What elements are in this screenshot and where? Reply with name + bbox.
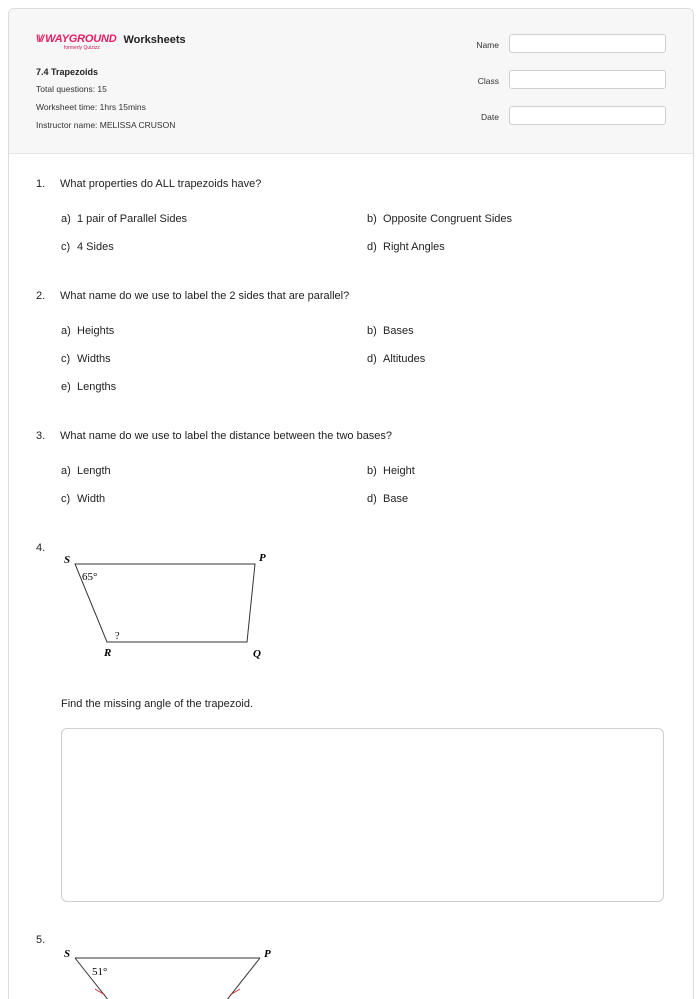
worksheet-time: Worksheet time: 1hrs 15mins	[36, 102, 146, 112]
class-label: Class	[477, 76, 499, 86]
name-field[interactable]	[509, 34, 666, 53]
option-2e[interactable]: e) Lengths	[61, 381, 117, 393]
trapezoid-figure-q4	[61, 549, 276, 664]
worksheet-title: 7.4 Trapezoids	[36, 67, 99, 77]
brand-name: WAYGROUND	[45, 33, 117, 45]
option-3d[interactable]: d) Base	[367, 493, 409, 505]
trapezoid-shape	[75, 564, 255, 642]
option-1c[interactable]: c) 4 Sides	[61, 241, 114, 253]
date-field[interactable]	[509, 106, 666, 125]
class-field[interactable]	[509, 70, 666, 89]
vertex-label-s: S	[64, 554, 71, 566]
trapezoid-left-side	[75, 958, 109, 999]
option-2c[interactable]: c) Widths	[61, 353, 111, 365]
question-number: 4.	[36, 542, 46, 554]
vertex-label-q: Q	[253, 648, 261, 660]
option-2d[interactable]: d) Altitudes	[367, 353, 426, 365]
vertex-label-p: P	[264, 948, 271, 960]
option-2a[interactable]: a) Heights	[61, 325, 115, 337]
question-number: 5.	[36, 934, 46, 946]
vertex-label-p: P	[259, 552, 266, 564]
option-3c[interactable]: c) Width	[61, 493, 106, 505]
question-text: What properties do ALL trapezoids have?	[60, 178, 262, 190]
angle-label-65: 65°	[82, 571, 98, 583]
date-label: Date	[481, 112, 499, 122]
answer-box-q4[interactable]	[61, 728, 664, 902]
question-text: What name do we use to label the distance between the two bases?	[60, 430, 393, 442]
option-3a[interactable]: a) Length	[61, 465, 111, 477]
name-label: Name	[476, 40, 499, 50]
total-questions: Total questions: 15	[36, 84, 107, 94]
logo-mark-icon: \\//	[36, 33, 44, 45]
trapezoid-right-side	[226, 958, 260, 999]
question-number: 1.	[36, 178, 46, 190]
option-1a[interactable]: a) 1 pair of Parallel Sides	[61, 213, 188, 225]
option-3b[interactable]: b) Height	[367, 465, 415, 477]
brand-row	[36, 33, 186, 51]
wayground-logo	[36, 33, 116, 51]
question-4-prompt: Find the missing angle of the trapezoid.	[61, 698, 254, 710]
angle-label-unknown: ?	[115, 631, 120, 642]
angle-label-51: 51°	[92, 966, 108, 978]
brand-subtitle: formerly Quizizz	[64, 45, 100, 51]
app-title: Worksheets	[123, 34, 186, 46]
trapezoid-figure-q5	[61, 941, 276, 999]
question-number: 3.	[36, 430, 46, 442]
question-text: What name do we use to label the 2 sides that are parallel?	[60, 290, 350, 302]
option-1b[interactable]: b) Opposite Congruent Sides	[367, 213, 513, 225]
option-2b[interactable]: b) Bases	[367, 325, 414, 337]
worksheet	[8, 8, 694, 999]
worksheet-header	[9, 9, 693, 154]
question-number: 2.	[36, 290, 46, 302]
vertex-label-s: S	[64, 948, 71, 960]
vertex-label-r: R	[104, 647, 112, 659]
option-1d[interactable]: d) Right Angles	[367, 241, 445, 253]
instructor-name: Instructor name: MELISSA CRUSON	[36, 120, 176, 130]
